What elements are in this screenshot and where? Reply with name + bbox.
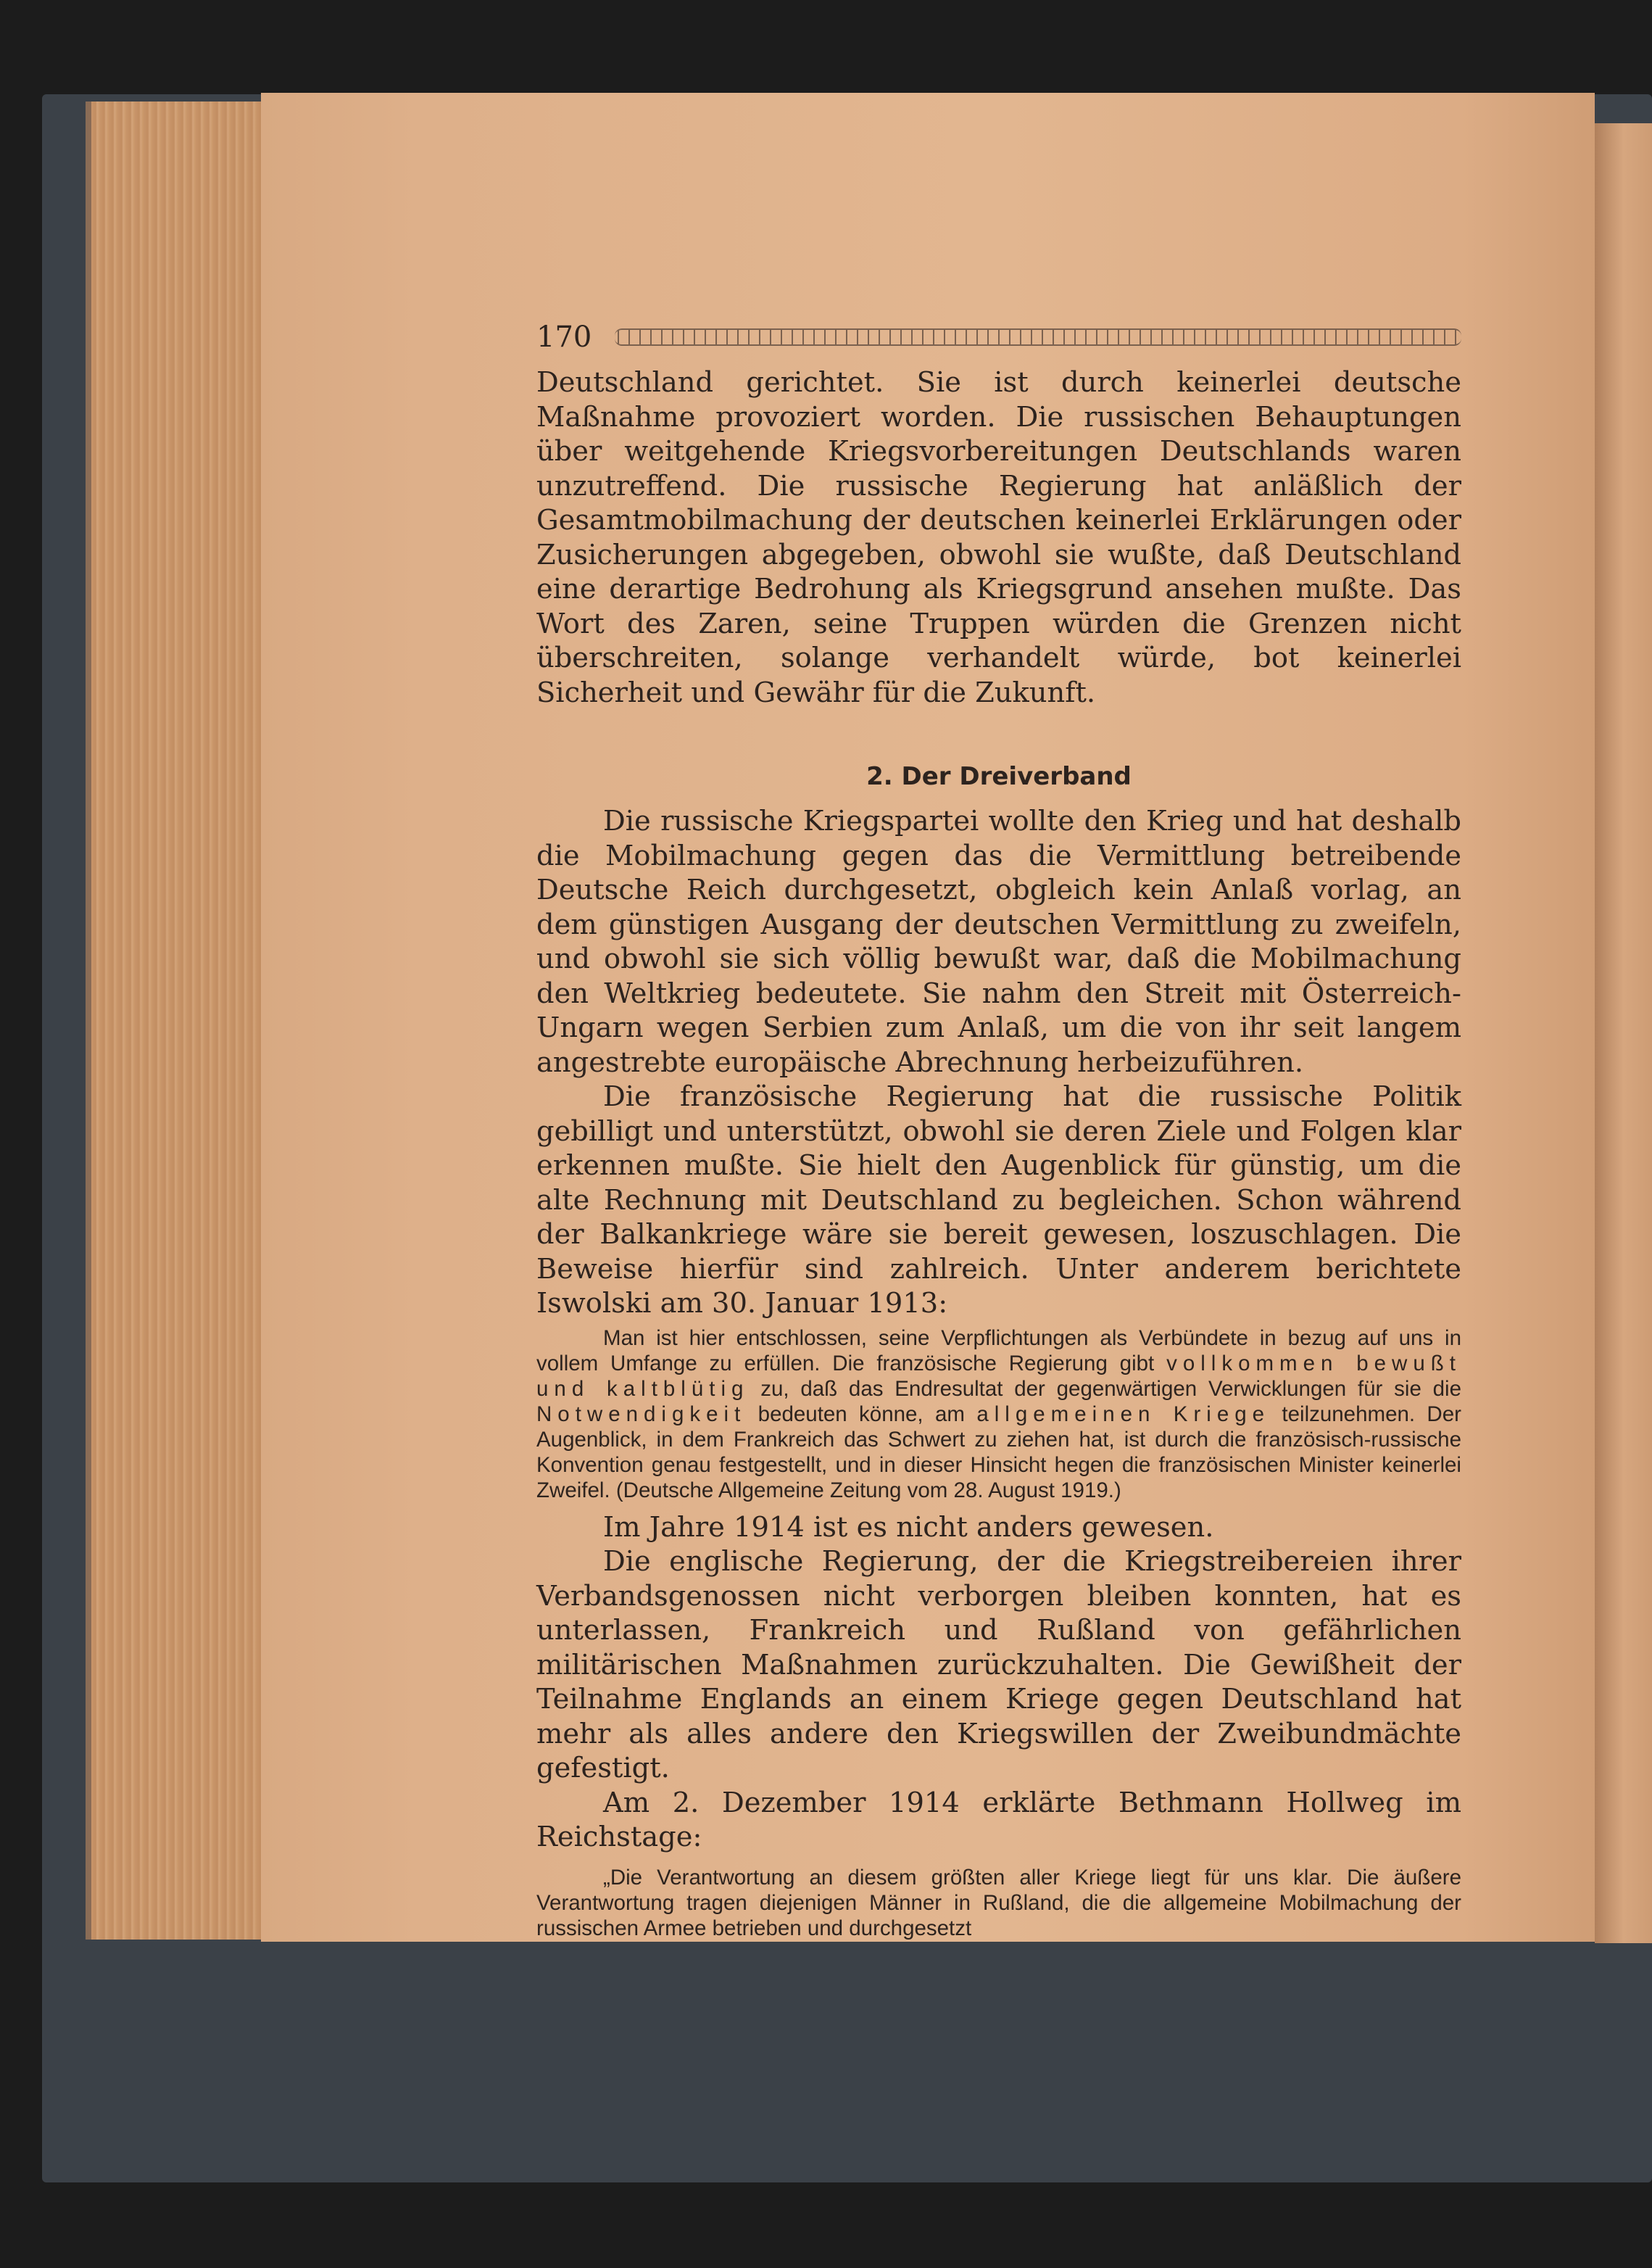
page-number: 170 (536, 320, 592, 354)
paragraph-4: Im Jahre 1914 ist es nicht anders gewesen. (603, 1510, 1214, 1544)
header-ornament (615, 328, 1461, 346)
page-edges (86, 102, 280, 1940)
paragraph-5: Die englische Regierung, der die Kriegstreibereien ihrer Verbandsgenossen nicht verborgen bleiben konnten, hat es unterlassen, Frankreich und Rußland von gefährlichen militärischen Maßnahmen zurückzuhalten. Die Gewißheit der Teilnahme Englands an einem Kriege gegen Deutschland hat mehr als alles andere den Kriegswillen der Zweibundmächte gefestigt. (536, 1545, 1461, 1784)
quote-1-emphasis-3: allgemeinen Kriege (976, 1402, 1271, 1426)
paragraph-1: Deutschland gerichtet. Sie ist durch keinerlei deutsche Maßnahme provoziert worden. Die russischen Behauptungen über weitgehende Kriegsvorbereitungen Deutschlands waren unzutreffend. Die russische Regierung hat anläßlich der Gesamtmobilmachung der deutschen keinerlei Erklärungen oder Zusicherungen abgegeben, obwohl sie wußte, daß Deutschland eine derartige Bedrohung als Kriegsgrund ansehen mußte. Das Wort des Zaren, seine Truppen würden die Grenzen nicht überschreiten, solange verhandelt würde, bot keinerlei Sicherheit und Gewähr für die Zukunft. (536, 366, 1461, 709)
quote-1-part-3: bedeuten könne, am (757, 1402, 965, 1426)
quote-1-emphasis-2: Notwendigkeit (536, 1402, 747, 1426)
page-header (536, 312, 1461, 363)
quote-2: „Die Verantwortung an diesem größten aller Kriege liegt für uns klar. Die äußere Verantwortung tragen diejenigen Männer in Rußland, die die allgemeine Mobilmachung der russischen Armee betrieben und durchgesetzt (536, 1865, 1461, 1940)
next-page-edge (1595, 123, 1652, 1943)
quote-1-part-1: Man ist hier entschlossen, seine Verpflichtungen als Verbündete in bezug auf uns in vollem Umfange zu erfüllen. Die französische Regierung gibt (536, 1325, 1461, 1375)
text-block (536, 312, 1461, 1948)
quote-1-part-2: zu, daß das Endresultat der gegenwärtigen Verwicklungen für sie die (760, 1376, 1461, 1401)
quote-1 (536, 1325, 1461, 1503)
quote-1-part-4: teilzunehmen. Der Augenblick, in dem Frankreich das Schwert zu ziehen hat, ist durch die französisch-russische Konvention genau festgestellt, und in dieser Hinsicht hegen die französischen Minister keinerlei Zweifel. (Deutsche Allgemeine Zeitung vom 28. August 1919.) (536, 1402, 1461, 1502)
paragraph-2: Die russische Kriegspartei wollte den Krieg und hat deshalb die Mobilmachung gegen das die Vermittlung betreibende Deutsche Reich durchgesetzt, obgleich kein Anlaß vorlag, an dem günstigen Ausgang der deutschen Vermittlung zu zweifeln, und obwohl sie sich völlig bewußt war, daß die Mobilmachung den Weltkrieg bedeutete. Sie nahm den Streit mit Österreich-Ungarn wegen Serbien zum Anlaß, um die von ihr seit langem angestrebte europäische Abrechnung herbeizuführen. (536, 805, 1461, 1079)
paragraph-6: Am 2. Dezember 1914 erklärte Bethmann Hollweg im Reichstage: (536, 1786, 1461, 1853)
quote-1-emphasis-1: vollkommen bewußt und kaltblütig (536, 1351, 1461, 1401)
section-heading: 2. Der Dreiverband (866, 762, 1132, 791)
paragraph-3: Die französische Regierung hat die russische Politik gebilligt und unterstützt, obwohl sie deren Ziele und Folgen klar erkennen mußte. Sie hielt den Augenblick für günstig, um die alte Rechnung mit Deutschland zu begleichen. Schon während der Balkankriege wäre sie bereit gewesen, loszuschlagen. Die Beweise hierfür sind zahlreich. Unter anderem berichtete Iswolski am 30. Januar 1913: (536, 1080, 1461, 1320)
